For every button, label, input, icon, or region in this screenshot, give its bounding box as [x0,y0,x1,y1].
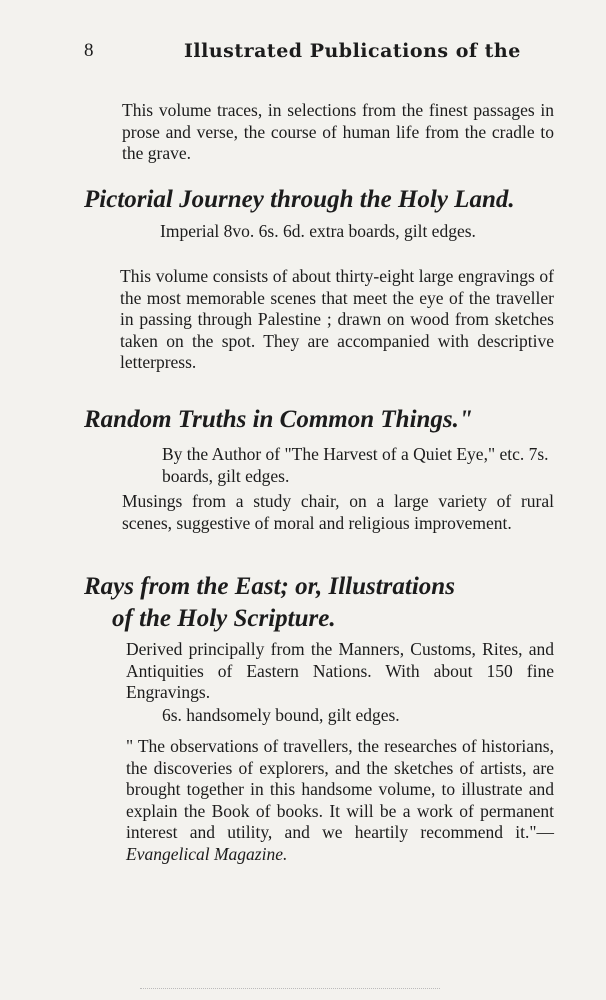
entry-description-holy-land: This volume consists of about thirty-eight large engravings of the most memorable scenes that meet the eye of the traveller in passing through Palestine ; drawn on wood from sketches taken on the spot. They are accompanied with descriptive letterpress. [120,266,554,372]
entry-description-rays: Derived principally from the Manners, Customs, Rites, and Antiquities of Eastern Nations. With about 150 fine Engravings. [126,639,554,702]
review-quote-source: Evangelical Magazine. [126,843,288,864]
entry-details-text: Imperial 8vo. 6s. 6d. extra boards, gilt edges. [160,221,476,241]
entry-details-holy-land [160,221,554,243]
intro-paragraph: This volume traces, in selections from the finest passages in prose and verse, the course of human life from the cradle to the grave. [122,100,554,163]
page-number: 8 [84,40,94,61]
review-quote [126,736,554,865]
entry-description-random-truths: Musings from a study chair, on a large variety of rural scenes, suggestive of moral and religious improvement. [122,491,554,533]
running-title: Illustrated Publications of the [184,40,521,62]
entry-title-rays-line-1: Rays from the East; or, Illustrations [84,573,455,600]
entry-details-rays: 6s. handsomely bound, gilt edges. [162,705,400,725]
entry-title-random-truths: Random Truths in Common Things." [84,406,473,433]
page-header [84,40,554,68]
entry-title-rays-line-2: of the Holy Scripture. [112,605,336,632]
review-quote-text: " The observations of travellers, the researches of historians, the discoveries of explorers, and the sketches of artists, are brought together in this handsome volume, to illustrate and explain the Book of books. It will be a work of permanent interest and utility, and we heartily recommend it."— [126,736,554,842]
bottom-divider [140,988,440,990]
entry-details-random-truths: By the Author of "The Harvest of a Quiet Eye," etc. 7s. boards, gilt edges. [162,444,549,486]
entry-title-holy-land: Pictorial Journey through the Holy Land. [84,186,515,213]
